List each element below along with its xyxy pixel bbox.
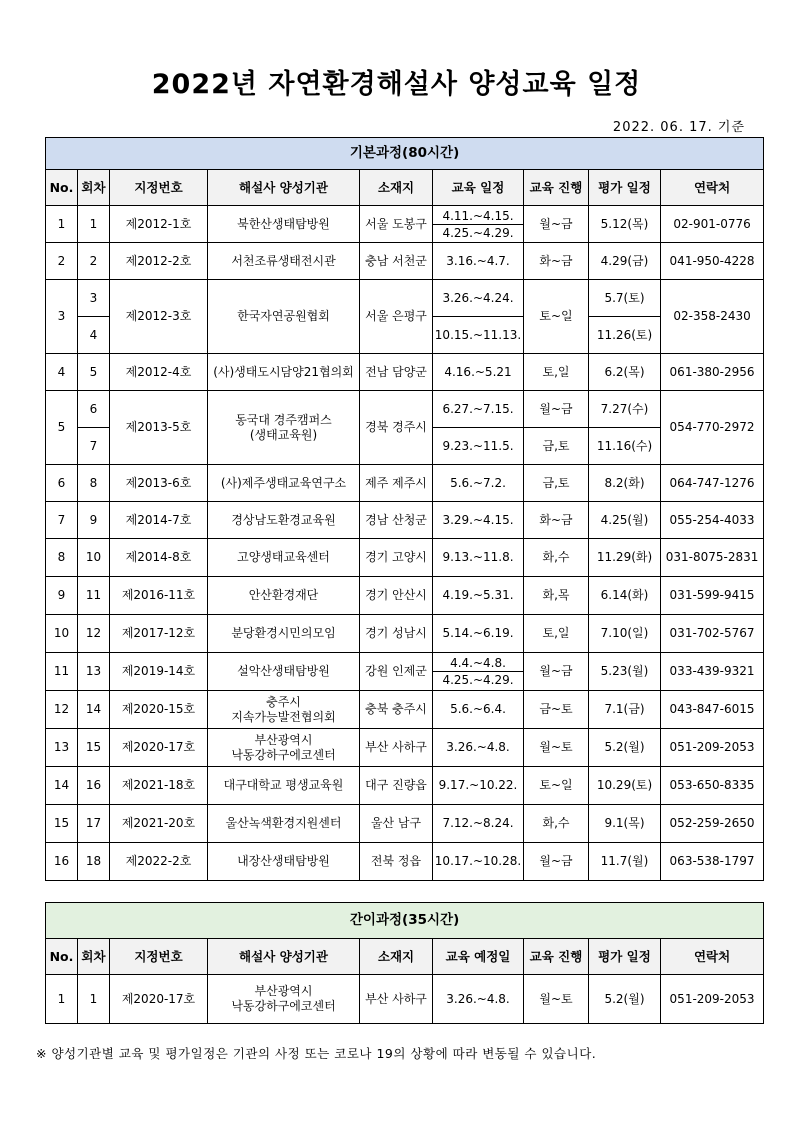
cell-location: 경기 안산시: [360, 577, 433, 615]
cell-no: 5: [46, 391, 78, 465]
cell-method: 금,토: [524, 428, 589, 465]
schedule-period: 4.25.~4.29.: [433, 224, 523, 241]
cell-no: 10: [46, 615, 78, 653]
basic-header-row: [46, 170, 764, 206]
cell-institution-line: 낙동강하구에코센터: [231, 747, 336, 762]
cell-institution: 고양생태교육센터: [208, 539, 360, 577]
table-row: [46, 577, 764, 615]
cell-eval: 7.27(수): [589, 391, 661, 428]
cell-institution: 대구대학교 평생교육원: [208, 767, 360, 805]
cell-eval: 11.7(월): [589, 843, 661, 881]
cell-location: 충남 서천군: [360, 243, 433, 280]
cell-schedule: 5.6.~7.2.: [433, 465, 524, 502]
cell-round: 16: [78, 767, 110, 805]
cell-location: 경기 성남시: [360, 615, 433, 653]
cell-method: 금,토: [524, 465, 589, 502]
cell-method: 화~금: [524, 243, 589, 280]
cell-round: 17: [78, 805, 110, 843]
cell-no: 14: [46, 767, 78, 805]
cell-schedule: 3.29.~4.15.: [433, 502, 524, 539]
schedule-period: 4.25.~4.29.: [433, 671, 523, 688]
cell-method: 토,일: [524, 615, 589, 653]
cell-location: 전남 담양군: [360, 354, 433, 391]
cell-location: 제주 제주시: [360, 465, 433, 502]
cell-method: 토~일: [524, 280, 589, 354]
cell-eval: 6.14(화): [589, 577, 661, 615]
cell-org-no: 제2012-3호: [110, 280, 208, 354]
cell-method: 화,수: [524, 539, 589, 577]
cell-institution: [208, 691, 360, 729]
cell-method: 월~금: [524, 206, 589, 243]
cell-org-no: 제2020-17호: [110, 975, 208, 1024]
cell-round: 5: [78, 354, 110, 391]
short-course-banner: 간이과정(35시간): [46, 903, 764, 939]
basic-course-table: [45, 137, 764, 881]
header-col-institution: 해설사 양성기관: [208, 939, 360, 975]
table-row: [46, 843, 764, 881]
cell-schedule: 4.16.~5.21: [433, 354, 524, 391]
cell-schedule: 5.6.~6.4.: [433, 691, 524, 729]
cell-institution: 분당환경시민의모임: [208, 615, 360, 653]
table-row: [46, 653, 764, 691]
cell-schedule: 6.27.~7.15.: [433, 391, 524, 428]
cell-method: 월~금: [524, 391, 589, 428]
cell-institution-line: 부산광역시: [254, 732, 313, 747]
cell-eval: 5.2(월): [589, 729, 661, 767]
cell-eval: 7.10(일): [589, 615, 661, 653]
cell-method: 토~일: [524, 767, 589, 805]
cell-location: 경북 경주시: [360, 391, 433, 465]
table-row: [46, 767, 764, 805]
cell-org-no: 제2013-6호: [110, 465, 208, 502]
cell-eval: 6.2(목): [589, 354, 661, 391]
cell-location: 울산 남구: [360, 805, 433, 843]
table-row: [46, 243, 764, 280]
cell-location: 경남 산청군: [360, 502, 433, 539]
cell-schedule: 5.14.~6.19.: [433, 615, 524, 653]
short-header-row: [46, 939, 764, 975]
cell-location: 경기 고양시: [360, 539, 433, 577]
cell-round: 1: [78, 975, 110, 1024]
cell-institution: 내장산생태탐방원: [208, 843, 360, 881]
cell-location: 부산 사하구: [360, 729, 433, 767]
header-col-method: 교육 진행: [524, 170, 589, 206]
cell-eval: 11.26(토): [589, 317, 661, 354]
header-col-no: No.: [46, 939, 78, 975]
table-row: [46, 615, 764, 653]
cell-round: 18: [78, 843, 110, 881]
cell-schedule: 3.26.~4.24.: [433, 280, 524, 317]
cell-round: 9: [78, 502, 110, 539]
cell-location: 전북 정읍: [360, 843, 433, 881]
cell-contact: 052-259-2650: [661, 805, 764, 843]
cell-no: 1: [46, 975, 78, 1024]
cell-no: 6: [46, 465, 78, 502]
footnote: ※ 양성기관별 교육 및 평가일정은 기관의 사정 또는 코로나 19의 상황에 따라 변동될 수 있습니다.: [36, 1046, 597, 1061]
cell-contact: 051-209-2053: [661, 729, 764, 767]
cell-institution: 설악산생태탐방원: [208, 653, 360, 691]
schedule-period: 4.11.~4.15.: [442, 208, 514, 223]
cell-org-no: 제2020-15호: [110, 691, 208, 729]
cell-institution: [208, 975, 360, 1024]
cell-method: 화,목: [524, 577, 589, 615]
cell-schedule: 9.23.~11.5.: [433, 428, 524, 465]
table-row: [46, 465, 764, 502]
cell-eval: 7.1(금): [589, 691, 661, 729]
cell-no: 7: [46, 502, 78, 539]
cell-location: 강원 인제군: [360, 653, 433, 691]
cell-contact: 02-358-2430: [661, 280, 764, 354]
cell-schedule: 10.17.~10.28.: [433, 843, 524, 881]
header-col-org-no: 지정번호: [110, 170, 208, 206]
cell-contact: 043-847-6015: [661, 691, 764, 729]
short-course-table: [45, 902, 764, 1024]
cell-method: 월~금: [524, 843, 589, 881]
cell-schedule: 9.13.~11.8.: [433, 539, 524, 577]
table-row: [46, 354, 764, 391]
cell-institution-line: 낙동강하구에코센터: [231, 999, 336, 1013]
cell-no: 11: [46, 653, 78, 691]
cell-round: 13: [78, 653, 110, 691]
cell-round: 3: [78, 280, 110, 317]
cell-no: 15: [46, 805, 78, 843]
cell-eval: 4.25(월): [589, 502, 661, 539]
header-col-method: 교육 진행: [524, 939, 589, 975]
cell-org-no: 제2016-11호: [110, 577, 208, 615]
cell-eval: 5.23(월): [589, 653, 661, 691]
header-col-location: 소재지: [360, 939, 433, 975]
cell-contact: 055-254-4033: [661, 502, 764, 539]
cell-contact: 041-950-4228: [661, 243, 764, 280]
cell-location: 서울 도봉구: [360, 206, 433, 243]
cell-org-no: 제2021-18호: [110, 767, 208, 805]
cell-institution: 한국자연공원협회: [208, 280, 360, 354]
cell-method: 화,수: [524, 805, 589, 843]
cell-org-no: 제2012-4호: [110, 354, 208, 391]
table-row: [46, 280, 764, 317]
cell-institution: [208, 729, 360, 767]
header-col-round: 회차: [78, 170, 110, 206]
table-row: [46, 975, 764, 1024]
cell-contact: 033-439-9321: [661, 653, 764, 691]
header-col-schedule: 교육 일정: [433, 170, 524, 206]
cell-no: 12: [46, 691, 78, 729]
cell-round: 8: [78, 465, 110, 502]
table-row: [46, 805, 764, 843]
cell-round: 11: [78, 577, 110, 615]
cell-round: 6: [78, 391, 110, 428]
header-col-eval: 평가 일정: [589, 939, 661, 975]
cell-round: 1: [78, 206, 110, 243]
header-col-schedule: 교육 예정일: [433, 939, 524, 975]
cell-round: 15: [78, 729, 110, 767]
cell-eval: 10.29(토): [589, 767, 661, 805]
cell-schedule: 7.12.~8.24.: [433, 805, 524, 843]
cell-schedule: 10.15.~11.13.: [433, 317, 524, 354]
cell-no: 2: [46, 243, 78, 280]
header-col-contact: 연락처: [661, 939, 764, 975]
cell-org-no: 제2012-1호: [110, 206, 208, 243]
cell-institution-line: 부산광역시: [254, 984, 313, 998]
cell-no: 16: [46, 843, 78, 881]
cell-location: 부산 사하구: [360, 975, 433, 1024]
table-row: [46, 391, 764, 428]
cell-schedule: 3.16.~4.7.: [433, 243, 524, 280]
header-col-contact: 연락처: [661, 170, 764, 206]
header-col-eval: 평가 일정: [589, 170, 661, 206]
cell-method: 금~토: [524, 691, 589, 729]
cell-round: 10: [78, 539, 110, 577]
cell-institution: 안산환경재단: [208, 577, 360, 615]
table-row: [46, 691, 764, 729]
cell-no: 3: [46, 280, 78, 354]
cell-location: 서울 은평구: [360, 280, 433, 354]
cell-schedule: [433, 206, 524, 243]
basic-course-banner: 기본과정(80시간): [46, 138, 764, 170]
cell-contact: 064-747-1276: [661, 465, 764, 502]
cell-contact: 063-538-1797: [661, 843, 764, 881]
cell-schedule: 3.26.~4.8.: [433, 975, 524, 1024]
cell-eval: 4.29(금): [589, 243, 661, 280]
cell-method: 월~토: [524, 729, 589, 767]
cell-org-no: 제2017-12호: [110, 615, 208, 653]
cell-round: 4: [78, 317, 110, 354]
cell-schedule: 9.17.~10.22.: [433, 767, 524, 805]
cell-org-no: 제2014-8호: [110, 539, 208, 577]
header-col-location: 소재지: [360, 170, 433, 206]
cell-eval: 5.12(목): [589, 206, 661, 243]
cell-method: 월~금: [524, 653, 589, 691]
cell-org-no: 제2021-20호: [110, 805, 208, 843]
cell-contact: 051-209-2053: [661, 975, 764, 1024]
cell-schedule: [433, 653, 524, 691]
cell-method: 토,일: [524, 354, 589, 391]
cell-eval: 5.7(토): [589, 280, 661, 317]
cell-contact: 031-8075-2831: [661, 539, 764, 577]
cell-institution: (사)제주생태교육연구소: [208, 465, 360, 502]
reference-date: 2022. 06. 17. 기준: [612, 120, 745, 135]
cell-institution-line: 충주시: [266, 694, 301, 709]
cell-eval: 5.2(월): [589, 975, 661, 1024]
cell-schedule: 4.19.~5.31.: [433, 577, 524, 615]
cell-institution-line: 동국대 경주캠퍼스: [235, 412, 332, 427]
cell-round: 7: [78, 428, 110, 465]
cell-schedule: 3.26.~4.8.: [433, 729, 524, 767]
cell-no: 8: [46, 539, 78, 577]
cell-method: 화~금: [524, 502, 589, 539]
cell-no: 9: [46, 577, 78, 615]
cell-method: 월~토: [524, 975, 589, 1024]
cell-round: 12: [78, 615, 110, 653]
header-col-org-no: 지정번호: [110, 939, 208, 975]
cell-no: 13: [46, 729, 78, 767]
cell-org-no: 제2013-5호: [110, 391, 208, 465]
cell-contact: 053-650-8335: [661, 767, 764, 805]
cell-institution: 경상남도환경교육원: [208, 502, 360, 539]
cell-location: 충북 충주시: [360, 691, 433, 729]
cell-eval: 8.2(화): [589, 465, 661, 502]
page-title: 2022년 자연환경해설사 양성교육 일정: [151, 69, 642, 100]
cell-institution-line: 지속가능발전협의회: [231, 709, 336, 724]
cell-org-no: 제2019-14호: [110, 653, 208, 691]
cell-no: 4: [46, 354, 78, 391]
cell-institution: [208, 391, 360, 465]
cell-contact: 031-599-9415: [661, 577, 764, 615]
cell-round: 14: [78, 691, 110, 729]
cell-no: 1: [46, 206, 78, 243]
cell-eval: 9.1(목): [589, 805, 661, 843]
cell-round: 2: [78, 243, 110, 280]
cell-institution: (사)생태도시담양21협의회: [208, 354, 360, 391]
table-row: [46, 539, 764, 577]
cell-contact: 031-702-5767: [661, 615, 764, 653]
cell-contact: 054-770-2972: [661, 391, 764, 465]
table-row: [46, 729, 764, 767]
schedule-period: 4.4.~4.8.: [450, 656, 506, 670]
header-col-round: 회차: [78, 939, 110, 975]
cell-contact: 02-901-0776: [661, 206, 764, 243]
cell-location: 대구 진량읍: [360, 767, 433, 805]
header-col-institution: 해설사 양성기관: [208, 170, 360, 206]
cell-org-no: 제2014-7호: [110, 502, 208, 539]
cell-institution: 서천조류생태전시관: [208, 243, 360, 280]
table-row: [46, 502, 764, 539]
cell-institution-line: (생태교육원): [249, 427, 318, 442]
table-row: [46, 206, 764, 243]
cell-org-no: 제2022-2호: [110, 843, 208, 881]
cell-institution: 울산녹색환경지원센터: [208, 805, 360, 843]
cell-eval: 11.29(화): [589, 539, 661, 577]
header-col-no: No.: [46, 170, 78, 206]
cell-contact: 061-380-2956: [661, 354, 764, 391]
cell-org-no: 제2012-2호: [110, 243, 208, 280]
cell-eval: 11.16(수): [589, 428, 661, 465]
cell-institution: 북한산생태탐방원: [208, 206, 360, 243]
cell-org-no: 제2020-17호: [110, 729, 208, 767]
